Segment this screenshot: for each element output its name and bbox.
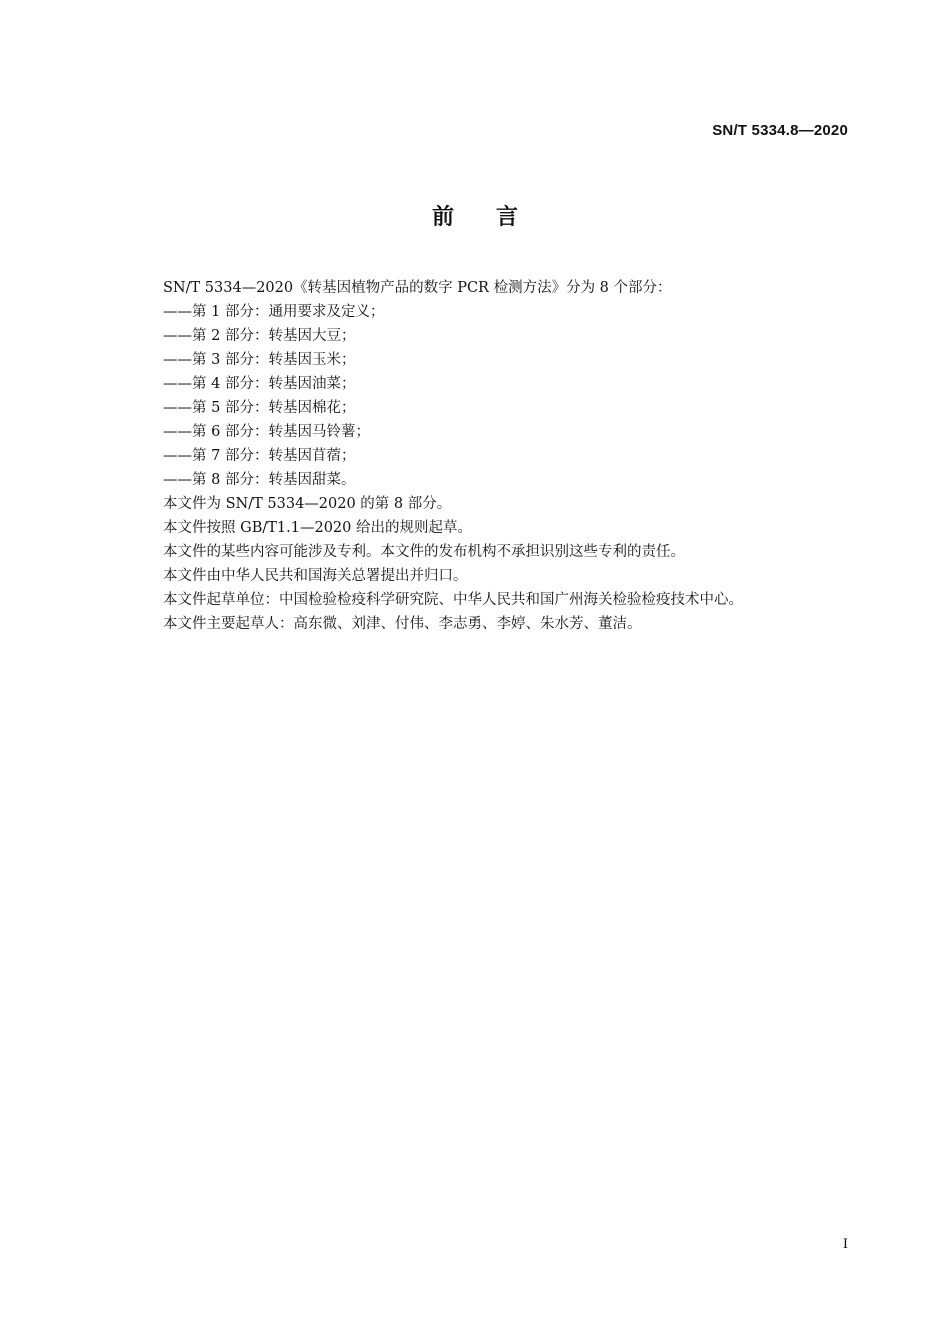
drafting-rules-statement: 本文件按照 GB/T1.1—2020 给出的规则起草。 bbox=[163, 520, 472, 536]
title-char-2: 言 bbox=[496, 205, 519, 230]
page-title bbox=[0, 200, 950, 231]
part-8-line: ——第 8 部分：转基因甜菜。 bbox=[163, 472, 356, 488]
patent-statement: 本文件的某些内容可能涉及专利。本文件的发布机构不承担识别这些专利的责任。 bbox=[163, 544, 685, 560]
part-7-line: ——第 7 部分：转基因苜蓿； bbox=[163, 448, 356, 464]
document-part-statement: 本文件为 SN/T 5334—2020 的第 8 部分。 bbox=[163, 496, 452, 512]
proposer-statement: 本文件由中华人民共和国海关总署提出并归口。 bbox=[163, 568, 468, 584]
drafters-statement: 本文件主要起草人：高东微、刘津、付伟、李志勇、李婷、朱水芳、董洁。 bbox=[163, 616, 642, 632]
title-char-1: 前 bbox=[431, 205, 454, 230]
foreword-body bbox=[163, 276, 863, 636]
part-2-line: ——第 2 部分：转基因大豆； bbox=[163, 328, 356, 344]
drafting-units-statement: 本文件起草单位：中国检验检疫科学研究院、中华人民共和国广州海关检验检疫技术中心。 bbox=[163, 592, 743, 608]
part-6-line: ——第 6 部分：转基因马铃薯； bbox=[163, 424, 370, 440]
part-5-line: ——第 5 部分：转基因棉花； bbox=[163, 400, 356, 416]
part-3-line: ——第 3 部分：转基因玉米； bbox=[163, 352, 356, 368]
standard-code: SN/T 5334.8—2020 bbox=[712, 122, 848, 139]
page-number: I bbox=[842, 1237, 848, 1252]
part-1-line: ——第 1 部分：通用要求及定义； bbox=[163, 304, 385, 320]
intro-line: SN/T 5334—2020《转基因植物产品的数字 PCR 检测方法》分为 8 个部分： bbox=[163, 280, 672, 296]
part-4-line: ——第 4 部分：转基因油菜； bbox=[163, 376, 356, 392]
